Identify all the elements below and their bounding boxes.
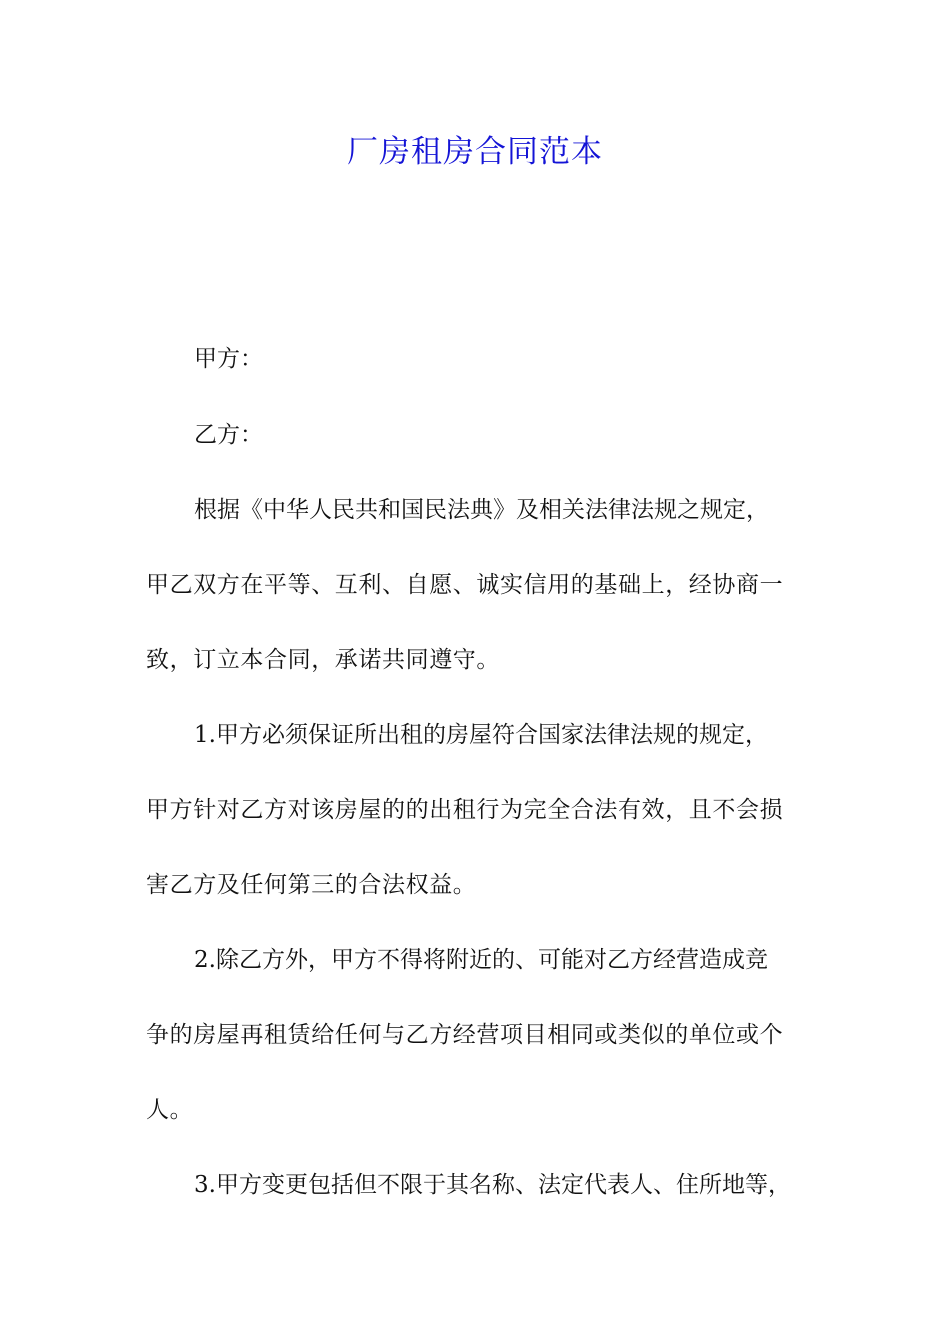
clause-1-line-3: 害乙方及任何第三的合法权益。 — [146, 872, 477, 898]
clause-2-line-1: 2.除乙方外，甲方不得将附近的、可能对乙方经营造成竞 — [194, 947, 768, 973]
party-b-line: 乙方： — [194, 422, 263, 448]
preamble-line-3: 致，订立本合同，承诺共同遵守。 — [146, 647, 500, 673]
party-a-line: 甲方： — [194, 346, 263, 372]
clause-1-line-1: 1.甲方必须保证所出租的房屋符合国家法律法规的规定， — [194, 722, 768, 748]
clause-2-line-2: 争的房屋再租赁给任何与乙方经营项目相同或类似的单位或个 — [146, 1022, 784, 1048]
clause-3-line-1: 3.甲方变更包括但不限于其名称、法定代表人、住所地等， — [194, 1172, 791, 1198]
document-title: 厂房租房合同范本 — [347, 134, 603, 170]
preamble-line-1: 根据《中华人民共和国民法典》及相关法律法规之规定， — [194, 497, 769, 523]
preamble-line-2: 甲乙双方在平等、互利、自愿、诚实信用的基础上，经协商一 — [146, 572, 784, 598]
clause-1-line-2: 甲方针对乙方对该房屋的的出租行为完全合法有效，且不会损 — [146, 797, 784, 823]
clause-2-line-3: 人。 — [146, 1097, 194, 1123]
